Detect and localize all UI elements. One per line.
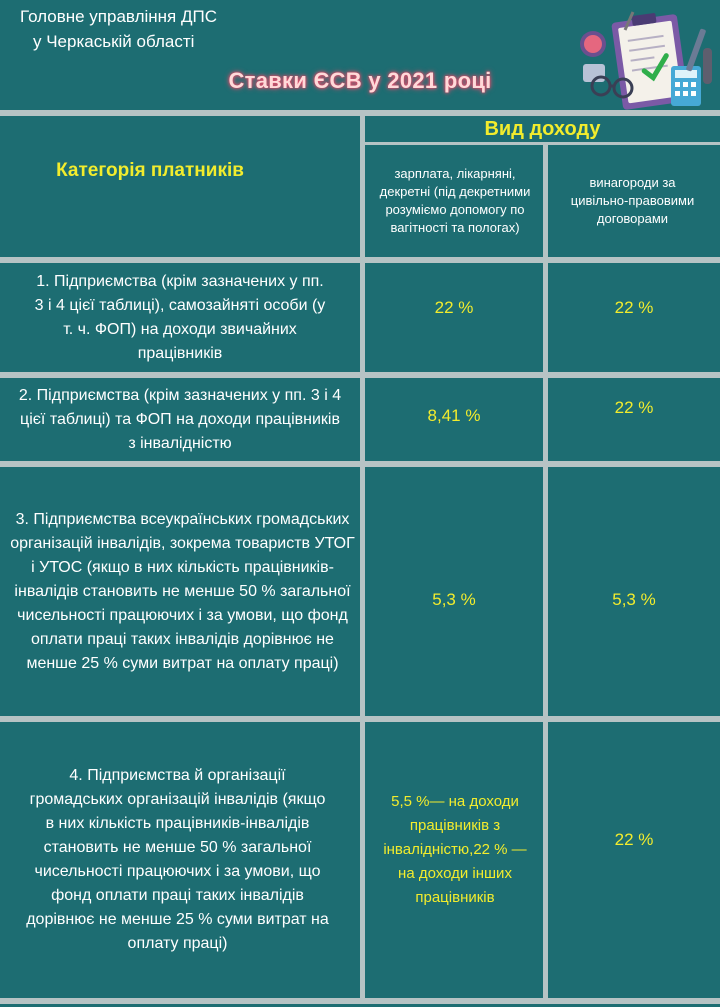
category-header: Категорія платників [56, 160, 244, 181]
row-3-salary-rate: 5,3 % [432, 589, 476, 609]
income-type-header: Вид доходу [484, 118, 601, 140]
row-4-contract-rate: 22 % [614, 829, 654, 849]
salary-column-header: зарплата, лікарняні, декретні (під декретними розуміємо допомогу по вагітності та пологах) [379, 166, 531, 235]
row-3-contract-rate: 5,3 % [612, 589, 656, 609]
org-line-2: у Черкаській області [33, 32, 195, 51]
row-1-category: 1. Підприємства (крім зазначених у пп. 3 і 4 цієї таблиці), самозайняті особи (у т. ч. ФОП) на доходи звичайних працівників [34, 272, 326, 362]
organization-name [20, 4, 217, 54]
row-2-salary-rate: 8,41 % [427, 406, 481, 425]
clipboard-checklist-icon [575, 8, 715, 113]
row-2-contract-rate: 22 % [614, 398, 654, 417]
page-title: Ставки ЄСВ у 2021 році [228, 68, 492, 93]
row-3-category: 3. Підприємства всеукраїнських громадських організацій інвалідів, зокрема товариств УТОГ і УТОС (якщо в них кількість працівників-інвалідів становить не менше 50 % загальної чисельності працюючих і за умови, що фонд оплати праці таких інвалідів дорівнює не менше 25 % суми витрат на оплату праці) [10, 510, 355, 672]
row-1-contract-rate: 22 % [614, 298, 654, 317]
row-2-category: 2. Підприємства (крім зазначених у пп. 3 і 4 цієї таблиці) та ФОП на доходи працівників з інвалідністю [18, 386, 342, 452]
row-4-category: 4. Підприємства й організації громадських організацій інвалідів (якщо в них кількість працівників-інвалідів становить не менше 50 % загальної чисельності працюючих і за умови, що фонд оплати праці таких інвалідів дорівнює не менше 25 % суми витрат на оплату праці) [26, 767, 329, 952]
org-line-1: Головне управління ДПС [20, 7, 217, 26]
row-4-salary-rate: 5,5 %— на доходи працівників з інвалідністю,22 % — на доходи інших працівників [383, 792, 527, 906]
civil-contract-column-header: винагороди за цивільно-правовими договорами [570, 175, 695, 226]
row-1-salary-rate: 22 % [434, 298, 474, 317]
